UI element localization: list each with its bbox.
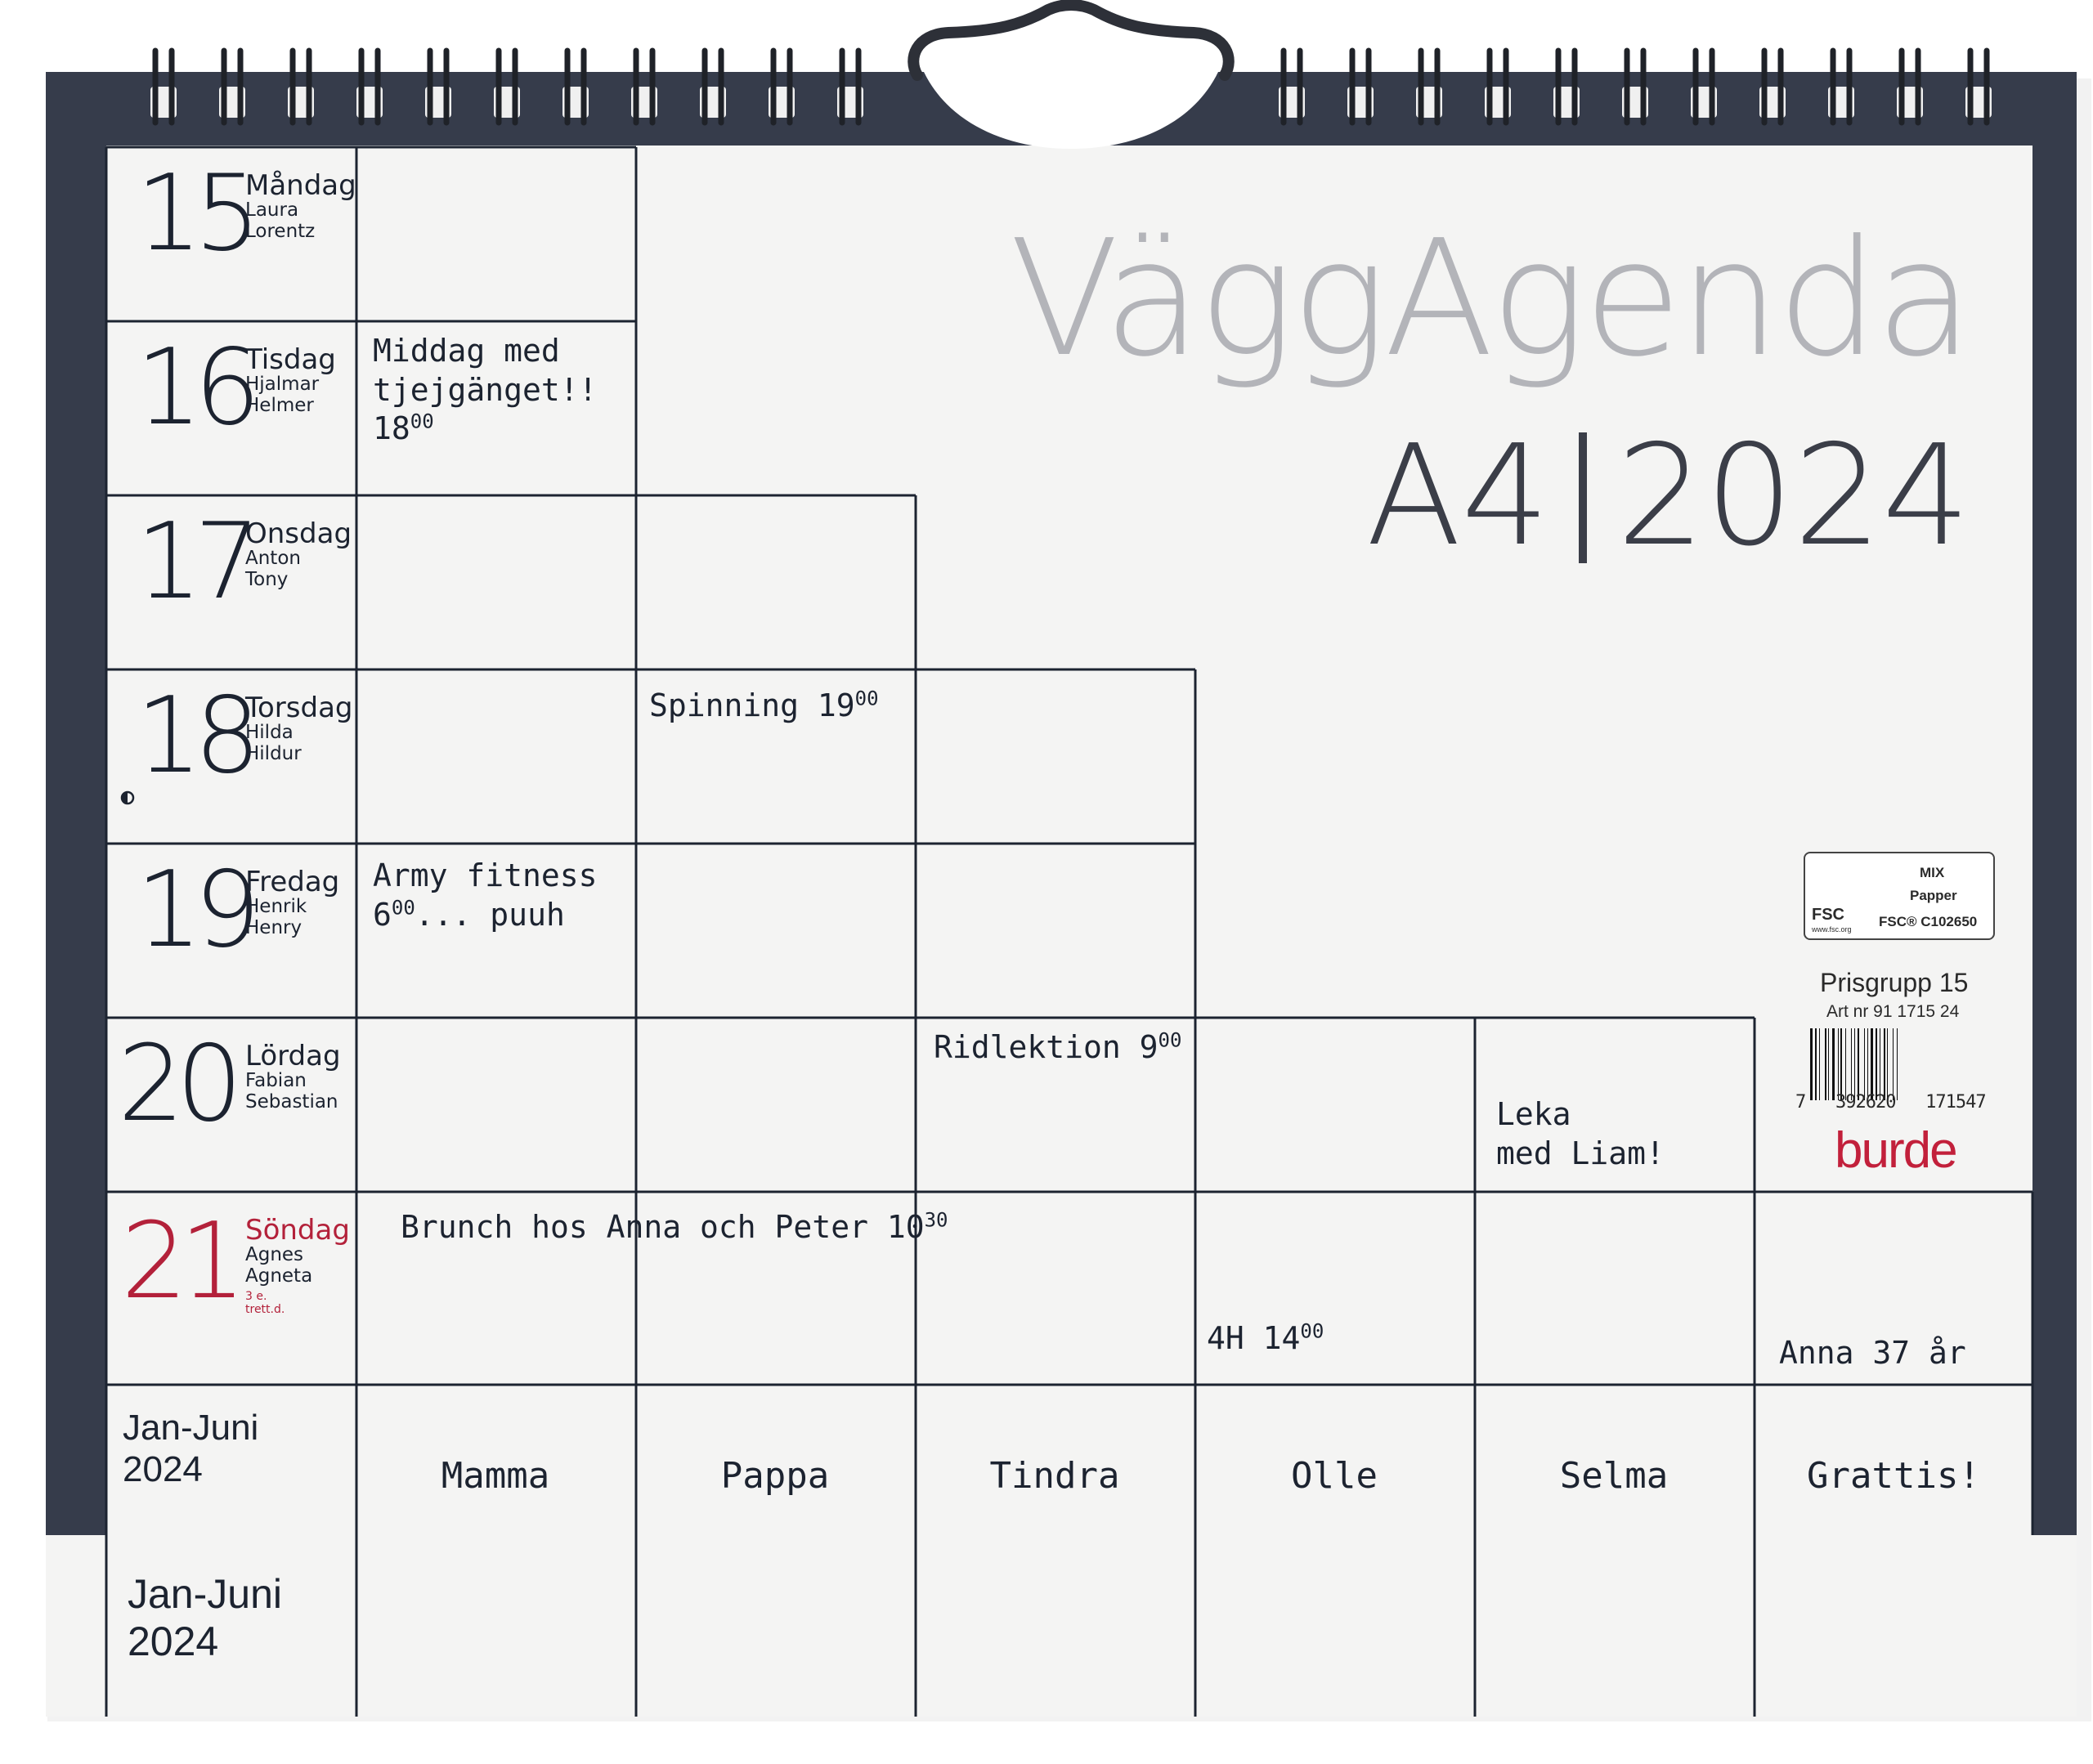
- barcode-bar: [1897, 1028, 1898, 1100]
- barcode-bar: [1845, 1028, 1846, 1100]
- note-line: med Liam!: [1496, 1135, 1665, 1171]
- note-line: [373, 410, 598, 449]
- name-day-1: Agnes: [245, 1244, 304, 1265]
- barcode-bar: [1832, 1028, 1835, 1100]
- weekday-label: Torsdag: [245, 692, 353, 724]
- spiral-ring: [288, 51, 314, 123]
- article-number: Art nr 91 1715 24: [1826, 1002, 1960, 1021]
- column-header-tindra: Tindra: [989, 1455, 1120, 1497]
- note-text: 4H 14: [1207, 1320, 1301, 1356]
- day-number: 16: [136, 327, 253, 449]
- barcode-bar: [1828, 1028, 1829, 1100]
- weekday-label: Måndag: [245, 169, 356, 202]
- column-header-mamma: Mamma: [441, 1455, 550, 1497]
- spiral-ring: [1759, 51, 1786, 123]
- spiral-ring: [1279, 51, 1305, 123]
- note-time-minutes: 00: [1300, 1319, 1324, 1343]
- note-line: Leka: [1496, 1096, 1571, 1132]
- day-number: 15: [136, 153, 253, 275]
- name-day-2: Sebastian: [245, 1091, 338, 1113]
- name-day-2: Tony: [245, 569, 289, 590]
- name-day-2: Agneta: [245, 1265, 313, 1287]
- barcode-bar: [1851, 1028, 1852, 1100]
- spiral-ring: [1347, 51, 1374, 123]
- name-day-2: Lorentz: [245, 221, 316, 242]
- fsc-mix: MIX: [1920, 865, 1945, 880]
- weekday-label: Tisdag: [245, 343, 336, 376]
- note-text: Ridlektion 9: [934, 1029, 1159, 1065]
- barcode-bar: [1887, 1028, 1888, 1100]
- period-label: [123, 1408, 258, 1490]
- fsc-site: www.fsc.org: [1812, 925, 1852, 933]
- note-ridlektion: [934, 1028, 1181, 1068]
- day-number: 17: [136, 501, 253, 623]
- barcode-bar: [1810, 1028, 1813, 1100]
- page-subtitle: [1365, 415, 1970, 577]
- barcode: [1810, 1028, 1985, 1100]
- year-label: 2024: [1616, 415, 1970, 577]
- name-day-1: Anton: [245, 548, 301, 569]
- brand-logo: burde: [1835, 1122, 1956, 1179]
- barcode-bar: [1867, 1028, 1868, 1100]
- weekday-label: Söndag: [245, 1214, 350, 1247]
- barcode-bar: [1893, 1028, 1894, 1100]
- barcode-bar: [1864, 1028, 1865, 1100]
- fsc-text: FSC: [1812, 906, 1844, 924]
- spiral-ring: [837, 51, 863, 123]
- spiral-ring: [562, 51, 589, 123]
- spiral-ring: [150, 51, 177, 123]
- period-months: Jan-Juni: [123, 1408, 259, 1448]
- title-divider: [1579, 432, 1587, 563]
- barcode-bar: [1884, 1028, 1885, 1100]
- spiral-ring: [1965, 51, 1992, 123]
- name-day-1: Hjalmar: [245, 374, 320, 395]
- note-text: Spinning 19: [649, 687, 855, 723]
- spiral-ring: [631, 51, 657, 123]
- column-header-selma: Selma: [1559, 1455, 1669, 1497]
- price-group: Prisgrupp 15: [1820, 968, 1969, 997]
- weekday-label: Lördag: [245, 1040, 341, 1072]
- note-anna-birthday: [1779, 1334, 1966, 1373]
- note-text: Anna 37 år: [1779, 1335, 1966, 1371]
- period-year: 2024: [128, 1618, 219, 1664]
- barcode-bar: [1815, 1028, 1817, 1100]
- spiral-ring: [700, 51, 726, 123]
- spiral-ring: [356, 51, 383, 123]
- spiral-ring: [1897, 51, 1923, 123]
- note-text: Brunch hos Anna och Peter 10: [401, 1209, 925, 1245]
- page-title: VäggAgenda: [1009, 206, 1970, 392]
- column-header-grattis: Grattis!: [1807, 1455, 1980, 1497]
- size-label: A4: [1365, 415, 1550, 577]
- note-rest: ... puuh: [415, 896, 565, 933]
- note-time-minutes: 00: [410, 410, 434, 433]
- day-number: 20: [118, 1023, 235, 1145]
- barcode-bar: [1840, 1028, 1842, 1100]
- barcode-bar: [1819, 1028, 1820, 1100]
- spiral-ring: [1416, 51, 1442, 123]
- note-middag: [373, 332, 598, 449]
- note-line: Middag med: [373, 333, 560, 369]
- spiral-ring: [219, 51, 245, 123]
- spiral-ring: [1622, 51, 1648, 123]
- note-time: 18: [373, 410, 410, 446]
- spiral-ring: [1553, 51, 1580, 123]
- hanger-wire: [913, 5, 1229, 75]
- weekday-label: Onsdag: [245, 517, 352, 550]
- column-header-olle: Olle: [1291, 1455, 1378, 1497]
- barcode-bar: [1876, 1028, 1877, 1100]
- note-army-fitness: [373, 857, 598, 934]
- fsc-label: [1804, 852, 1995, 940]
- barcode-bar: [1858, 1028, 1859, 1100]
- note-time: 6: [373, 896, 392, 933]
- period-label-lower: [128, 1571, 282, 1665]
- name-day-2: Hildur: [245, 743, 302, 764]
- note-time-minutes: 00: [854, 687, 879, 710]
- sunday-note: 3 e. trett.d.: [245, 1290, 285, 1317]
- barcode-bar: [1871, 1028, 1873, 1100]
- note-time-minutes: 30: [924, 1208, 948, 1232]
- spiral-ring: [425, 51, 451, 123]
- note-4h: [1207, 1319, 1324, 1359]
- note-spinning: [649, 687, 879, 726]
- day-number: 18: [136, 675, 253, 797]
- lower-page: [46, 1535, 2077, 1717]
- note-line: tjejgänget!!: [373, 371, 598, 408]
- spiral-ring: [769, 51, 795, 123]
- column-header-pappa: Pappa: [720, 1455, 830, 1497]
- spiral-ring: [1828, 51, 1854, 123]
- name-day-1: Laura: [245, 199, 299, 221]
- name-day-1: Henrik: [245, 896, 307, 917]
- barcode-bar: [1854, 1028, 1855, 1100]
- barcode-bar: [1825, 1028, 1826, 1100]
- name-day-1: Fabian: [245, 1070, 307, 1091]
- spiral-ring: [1485, 51, 1511, 123]
- spiral-ring: [494, 51, 520, 123]
- fsc-code: FSC® C102650: [1879, 914, 1978, 929]
- day-number: 21: [121, 1201, 238, 1323]
- spiral-ring: [1691, 51, 1717, 123]
- name-day-2: Henry: [245, 917, 303, 938]
- fsc-papper: Papper: [1910, 888, 1957, 903]
- day-number: 19: [136, 849, 253, 971]
- period-months: Jan-Juni: [128, 1571, 282, 1617]
- barcode-bar: [1838, 1028, 1839, 1100]
- weekday-label: Fredag: [245, 866, 340, 898]
- note-time-minutes: 00: [391, 895, 415, 919]
- note-line: Army fitness: [373, 857, 598, 893]
- note-line: [373, 896, 598, 935]
- barcode-digits: 7 392620 171547: [1795, 1092, 1986, 1113]
- note-brunch: [401, 1208, 948, 1247]
- note-time-minutes: 00: [1158, 1028, 1182, 1052]
- name-day-1: Hilda: [245, 722, 294, 743]
- note-leka: [1496, 1095, 1665, 1173]
- name-day-2: Helmer: [245, 395, 314, 416]
- period-year: 2024: [123, 1448, 203, 1489]
